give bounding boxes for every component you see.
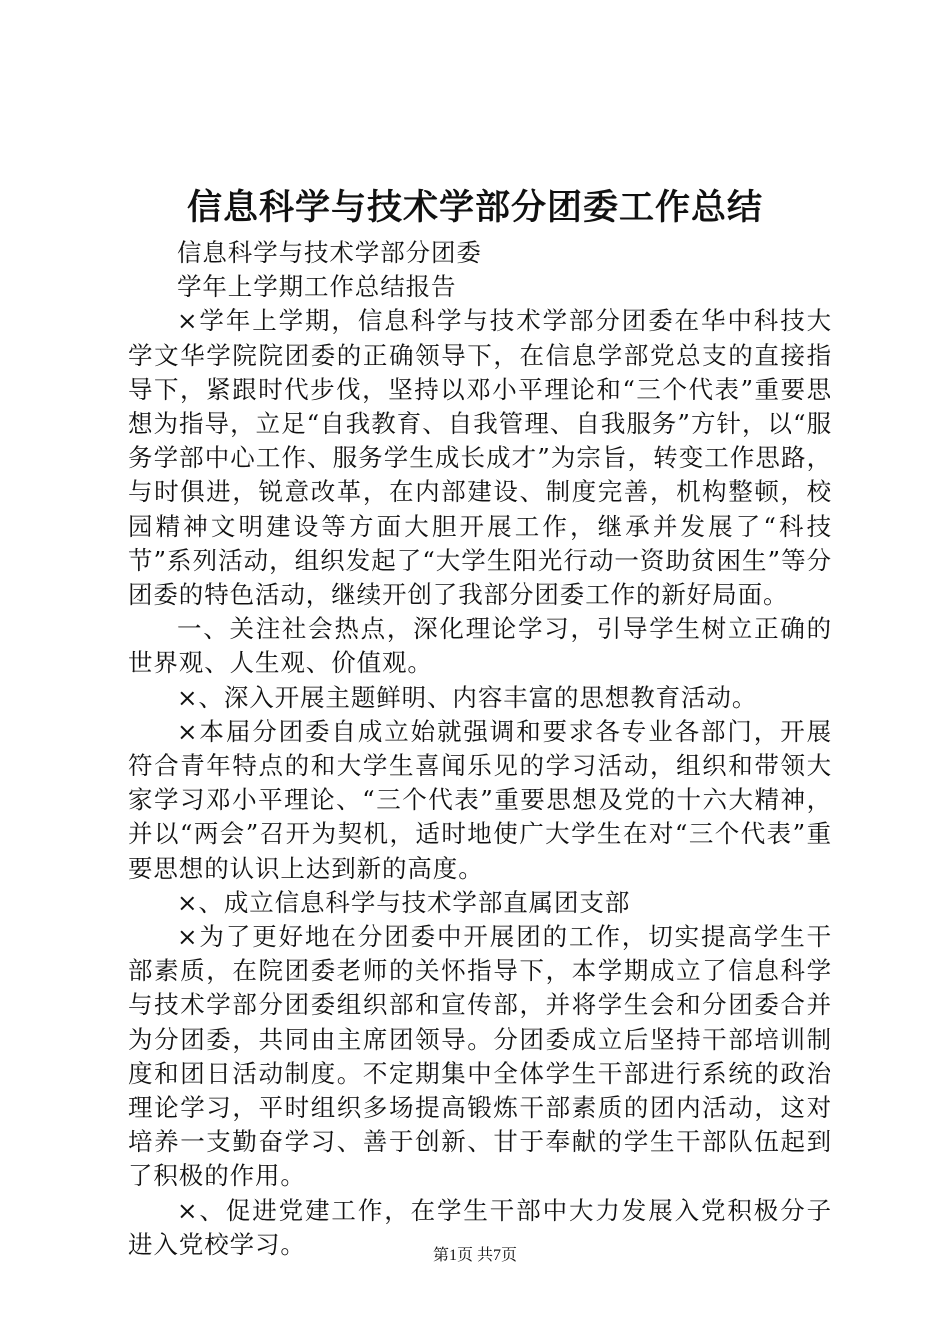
paragraph-org-name: 信息科学与技术学部分团委 [177,238,482,267]
paragraph-subheading-3: ×、促进党建工作，在学生干部中大力发展入党积极分子进入党校学习。 [128,1195,832,1259]
paragraph-body-2: ×为了更好地在分团委中开展团的工作，切实提高学生干部素质，在院团委老师的关怀指导下，本学期成立了信息科学与技术学部分团委组织部和宣传部，并将学生会和分团委合并为分团委，共同由主席团领导。分团委成立后坚持干部培训制度和团日活动制度。不定期集中全体学生干部进行系统的政治理论学习，平时组织多场提高锻炼干部素质的团内活动，这对培养一支勤奋学习、善于创新、甘于奉献的学生干部队伍起到了积极的作用。 [128,922,832,1191]
document-title: 信息科学与技术学部分团委工作总结 [186,187,763,228]
paragraph-subheading-2: ×、成立信息科学与技术学部直属团支部 [177,887,631,917]
paragraph-section-heading-1: 一、关注社会热点，深化理论学习，引导学生树立正确的世界观、人生观、价值观。 [128,614,832,678]
paragraph-body-1: ×本届分团委自成立始就强调和要求各专业各部门，开展符合青年特点的和大学生喜闻乐见的学习活动，组织和带领大家学习邓小平理论、“三个代表”重要思想及党的十六大精神，并以“两会”召开为契机，适时地使广大学生在对“三个代表”重要思想的认识上达到新的高度。 [128,716,832,883]
paragraph-intro: ×学年上学期，信息科学与技术学部分团委在华中科技大学文华学院院团委的正确领导下，在信息学部党总支的直接指导下，紧跟时代步伐，坚持以邓小平理论和“三个代表”重要思想为指导，立足“自我教育、自我管理、自我服务”方针，以“服务学部中心工作、服务学生成长成才”为宗旨，转变工作思路，与时俱进，锐意改革，在内部建设、制度完善，机构整顿，校园精神文明建设等方面大胆开展工作，继承并发展了“科技节”系列活动，组织发起了“大学生阳光行动一资助贫困生”等分团委的特色活动，继续开创了我部分团委工作的新好局面。 [128,306,832,610]
document-body [128,236,832,1262]
paragraph-report-subtitle: 学年上学期工作总结报告 [177,272,457,302]
page-footer: 第1页 共7页 [432,1247,517,1264]
paragraph-subheading-1: ×、深入开展主题鲜明、内容丰富的思想教育活动。 [177,682,758,712]
